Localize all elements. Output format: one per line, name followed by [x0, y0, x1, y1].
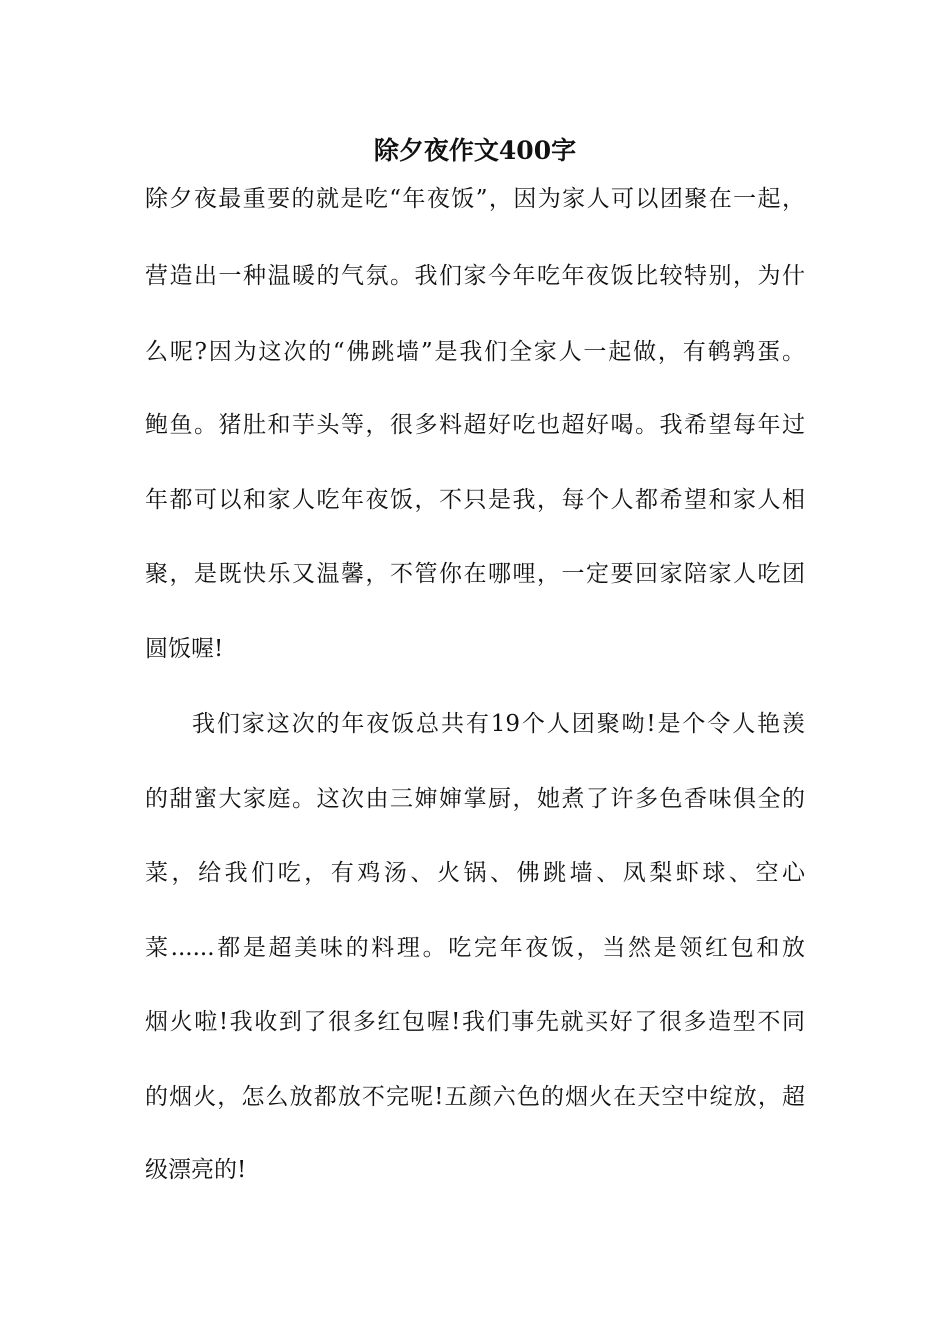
paragraph-1-line-6: 聚，是既快乐又温馨，不管你在哪哩，一定要回家陪家人吃团 — [145, 561, 805, 587]
paragraph-1-line-5: 年都可以和家人吃年夜饭，不只是我，每个人都希望和家人相 — [145, 487, 805, 513]
paragraph-2-line-6: 的烟火，怎么放都放不完呢!五颜六色的烟火在天空中绽放，超 — [145, 1084, 805, 1110]
page-title: 除夕夜作文400字 — [373, 136, 577, 165]
paragraph-1-line-1: 除夕夜最重要的就是吃“年夜饭”，因为家人可以团聚在一起， — [145, 186, 805, 212]
paragraph-2-line-1: 我们家这次的年夜饭总共有19个人团聚呦!是个令人艳羡 — [192, 711, 805, 737]
paragraph-1-line-2: 营造出一种温暖的气氛。我们家今年吃年夜饭比较特别，为什 — [145, 263, 805, 289]
paragraph-1-line-7: 圆饭喔! — [145, 636, 224, 662]
paragraph-2-line-5: 烟火啦!我收到了很多红包喔!我们事先就买好了很多造型不同 — [145, 1009, 805, 1035]
paragraph-2-line-4: 菜......都是超美味的料理。吃完年夜饭，当然是领红包和放 — [145, 935, 805, 961]
paragraph-2-line-3: 菜，给我们吃，有鸡汤、火锅、佛跳墙、凤梨虾球、空心 — [145, 860, 805, 886]
paragraph-2-line-7: 级漂亮的! — [145, 1157, 247, 1183]
paragraph-1-line-3: 么呢?因为这次的“佛跳墙”是我们全家人一起做，有鹌鹑蛋。 — [145, 339, 805, 365]
paragraph-2-line-2: 的甜蜜大家庭。这次由三婶婶掌厨，她煮了许多色香味俱全的 — [145, 786, 805, 812]
paragraph-1-line-4: 鲍鱼。猪肚和芋头等，很多料超好吃也超好喝。我希望每年过 — [145, 412, 805, 438]
